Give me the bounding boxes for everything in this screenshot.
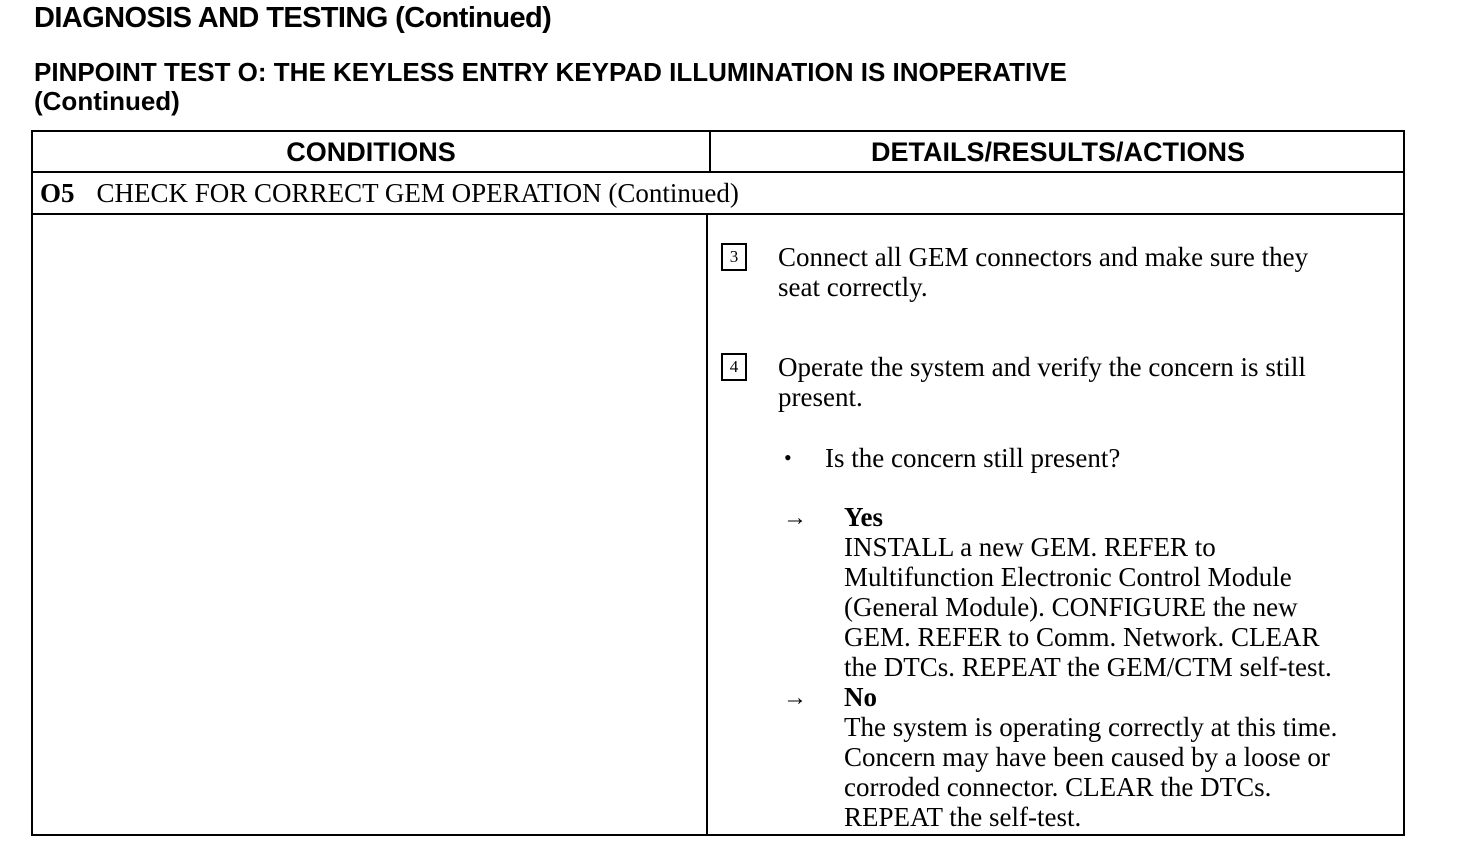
test-title-line-1: PINPOINT TEST O: THE KEYLESS ENTRY KEYPAD ILLUMINATION IS INOPERATIVE	[34, 57, 1067, 87]
answer-no-block	[844, 682, 1337, 832]
answer-yes-line: Multifunction Electronic Control Module	[844, 562, 1292, 592]
step-3-line-1: Connect all GEM connectors and make sure they	[778, 242, 1309, 272]
bullet-icon: •	[784, 445, 792, 470]
answer-no-line: Concern may have been caused by a loose or	[844, 742, 1330, 772]
answer-yes-line: INSTALL a new GEM. REFER to	[844, 532, 1216, 562]
answer-no-line: The system is operating correctly at this time.	[844, 712, 1338, 742]
section-divider	[33, 213, 1403, 215]
answer-yes-line: (General Module). CONFIGURE the new	[844, 592, 1298, 622]
test-title-line-2: (Continued)	[34, 86, 180, 116]
header-details: DETAILS/RESULTS/ACTIONS	[870, 137, 1245, 167]
step-section-row	[40, 178, 739, 209]
step-4-line-2: present.	[778, 382, 863, 412]
step-code: O5	[40, 178, 75, 208]
question-text: Is the concern still present?	[825, 443, 1121, 473]
answer-no-line: corroded connector. CLEAR the DTCs.	[844, 772, 1272, 802]
step-3-text	[778, 242, 1308, 302]
header-conditions: CONDITIONS	[286, 137, 456, 167]
arrow-right-icon: →	[783, 685, 807, 711]
answer-yes-line: GEM. REFER to Comm. Network. CLEAR	[844, 622, 1320, 652]
arrow-right-icon: →	[783, 505, 807, 531]
answer-yes-label: Yes	[844, 502, 883, 532]
body-column-divider	[706, 213, 708, 834]
step-4-text	[778, 352, 1306, 412]
section-title: DIAGNOSIS AND TESTING (Continued)	[34, 2, 552, 34]
pinpoint-test-title	[34, 58, 1067, 116]
answer-no-label: No	[844, 682, 877, 712]
step-title: CHECK FOR CORRECT GEM OPERATION (Continued)	[96, 178, 739, 208]
answer-yes-block	[844, 502, 1332, 682]
step-number-box: 3	[721, 243, 747, 271]
header-divider	[33, 171, 1403, 173]
step-number-box: 4	[721, 353, 747, 381]
step-3-line-2: seat correctly.	[778, 272, 928, 302]
step-4-line-1: Operate the system and verify the concern is still	[778, 352, 1306, 382]
pinpoint-test-table	[31, 130, 1405, 836]
answer-yes-line: the DTCs. REPEAT the GEM/CTM self-test.	[844, 652, 1332, 682]
answer-no-line: REPEAT the self-test.	[844, 802, 1082, 832]
